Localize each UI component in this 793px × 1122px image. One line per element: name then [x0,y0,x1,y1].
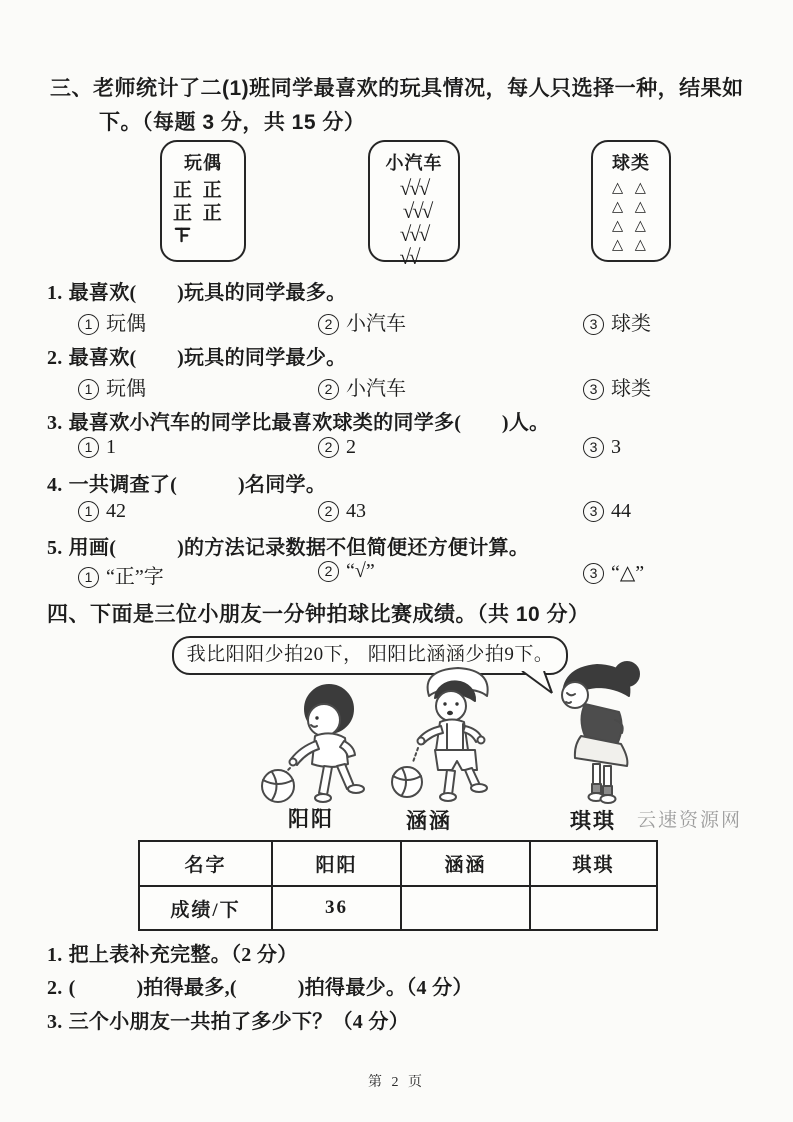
option-2 [318,307,406,336]
speech-bubble: 我比阳阳少拍20下， 阳阳比涵涵少拍9下。 [172,636,568,675]
question-number: 3. [47,1011,63,1033]
question-text: 用画( )的方法记录数据不但简便还方便计算。 [68,537,530,559]
option-1 [78,307,146,336]
s4-question-1 [47,938,298,967]
score-cell-hanhan-blank [401,886,530,930]
circled-number: 3 [583,437,604,458]
question-5 [47,531,529,560]
header-cell-hanhan: 涵涵 [401,841,530,886]
tally-box-balls [591,140,671,262]
option-1 [78,372,146,401]
header-cell-qiqi: 琪琪 [530,841,657,886]
option-1 [78,560,164,589]
check-row: √√√ [402,199,432,223]
triangle-row: △ △ [612,237,650,253]
watermark: 云速资源网 [637,810,743,831]
tally-box-dolls [160,140,246,262]
circled-number: 2 [318,561,339,582]
question-text: ( )拍得最多,( )拍得最少。（4 分） [68,977,473,999]
circled-number: 2 [318,501,339,522]
ball-triangle-marks [593,179,669,255]
option-label: “△” [611,562,645,584]
s4-question-2 [47,971,473,1000]
option-3 [583,307,651,336]
tally-box-cars-label: 小汽车 [385,153,443,173]
circled-number: 1 [78,314,99,335]
question-1-options [0,307,793,335]
option-2 [318,436,356,459]
question-2-options [0,372,793,400]
circled-number: 3 [583,563,604,584]
question-number: 2. [47,977,63,999]
question-3 [47,406,549,435]
circled-number: 3 [583,379,604,400]
triangle-row: △ △ [612,218,650,234]
triangle-row: △ △ [612,180,650,196]
option-label: 玩偶 [106,378,146,400]
question-1 [47,276,346,305]
option-label: 1 [106,436,116,458]
option-3 [583,560,644,585]
doll-partial-tally [162,225,244,245]
question-number: 3. [47,412,63,434]
table-header-row [139,841,657,886]
circled-number: 3 [583,501,604,522]
question-2 [47,341,346,370]
option-3 [583,372,651,401]
check-row: √√√ [399,176,429,200]
option-label: 3 [611,436,621,458]
option-label: 玩偶 [106,313,146,335]
question-number: 4. [47,474,63,496]
check-row: √√√ [399,222,429,246]
question-text: 最喜欢( )玩具的同学最少。 [68,347,347,369]
child-qiqi-illustration [545,658,660,810]
option-1 [78,500,126,523]
tally-box-dolls-label: 玩偶 [184,153,222,173]
circled-number: 1 [78,379,99,400]
option-label: 球类 [611,378,651,400]
circled-number: 1 [78,567,99,588]
section4-heading: 四、下面是三位小朋友一分钟拍球比赛成绩。（共 10 分） [47,603,590,626]
question-number: 5. [47,537,63,559]
page-number: 第 2 页 [368,1075,425,1090]
tally-box-cars [368,140,460,269]
option-2 [318,372,406,401]
triangle-row: △ △ [612,199,650,215]
question-text: 把上表补充完整。（2 分） [68,944,298,966]
header-cell-name: 名字 [139,841,272,886]
row-label-score: 成绩/下 [139,886,272,930]
option-label: 44 [611,500,631,522]
score-cell-qiqi-blank [530,886,657,930]
option-label: 43 [346,500,366,522]
question-number: 1. [47,944,63,966]
circled-number: 2 [318,379,339,400]
question-text: 最喜欢小汽车的同学比最喜欢球类的同学多( )人。 [68,412,550,434]
question-number: 1. [47,282,63,304]
option-label: 42 [106,500,126,522]
circled-number: 1 [78,501,99,522]
child-label-hanhan: 涵涵 [406,809,452,833]
score-table [138,840,658,931]
option-2 [318,560,375,583]
car-check-marks [370,177,458,269]
option-label: “正”字 [106,566,164,588]
section3-heading-line1: 三、老师统计了二(1)班同学最喜欢的玩具情况，每人只选择一种，结果如 [50,77,744,100]
question-text: 三个小朋友一共拍了多少下？（4 分） [68,1011,410,1033]
tally-box-balls-label: 球类 [612,153,650,173]
question-4 [47,468,326,497]
doll-tally-row: 正 正 [173,180,225,201]
question-text: 最喜欢( )玩具的同学最多。 [68,282,347,304]
child-label-yangyang: 阳阳 [288,807,334,831]
question-number: 2. [47,347,63,369]
doll-tally-row: 正 正 [173,203,225,224]
header-cell-yangyang: 阳阳 [272,841,401,886]
partial-tally-icon [173,225,192,244]
child-label-qiqi: 琪琪 [570,809,616,833]
option-label: 球类 [611,313,651,335]
table-score-row [139,886,657,930]
circled-number: 1 [78,437,99,458]
option-3 [583,436,621,459]
option-label: 小汽车 [346,378,406,400]
child-hanhan-illustration [385,664,530,812]
option-label: 2 [346,436,356,458]
question-text: 一共调查了( )名同学。 [68,474,327,496]
option-label: “√” [346,560,375,582]
question-4-options [0,500,793,528]
option-label: 小汽车 [346,313,406,335]
circled-number: 2 [318,314,339,335]
question-5-options [0,560,793,588]
check-row: √√ [399,245,419,269]
question-3-options [0,436,793,464]
circled-number: 2 [318,437,339,458]
circled-number: 3 [583,314,604,335]
option-3 [583,500,631,523]
child-yangyang-illustration [240,682,395,812]
section3-heading-line2: 下。（每题 3 分，共 15 分） [99,111,366,134]
score-cell-yangyang: 36 [272,886,401,930]
option-1 [78,436,116,459]
s4-question-3 [47,1005,409,1034]
option-2 [318,500,366,523]
